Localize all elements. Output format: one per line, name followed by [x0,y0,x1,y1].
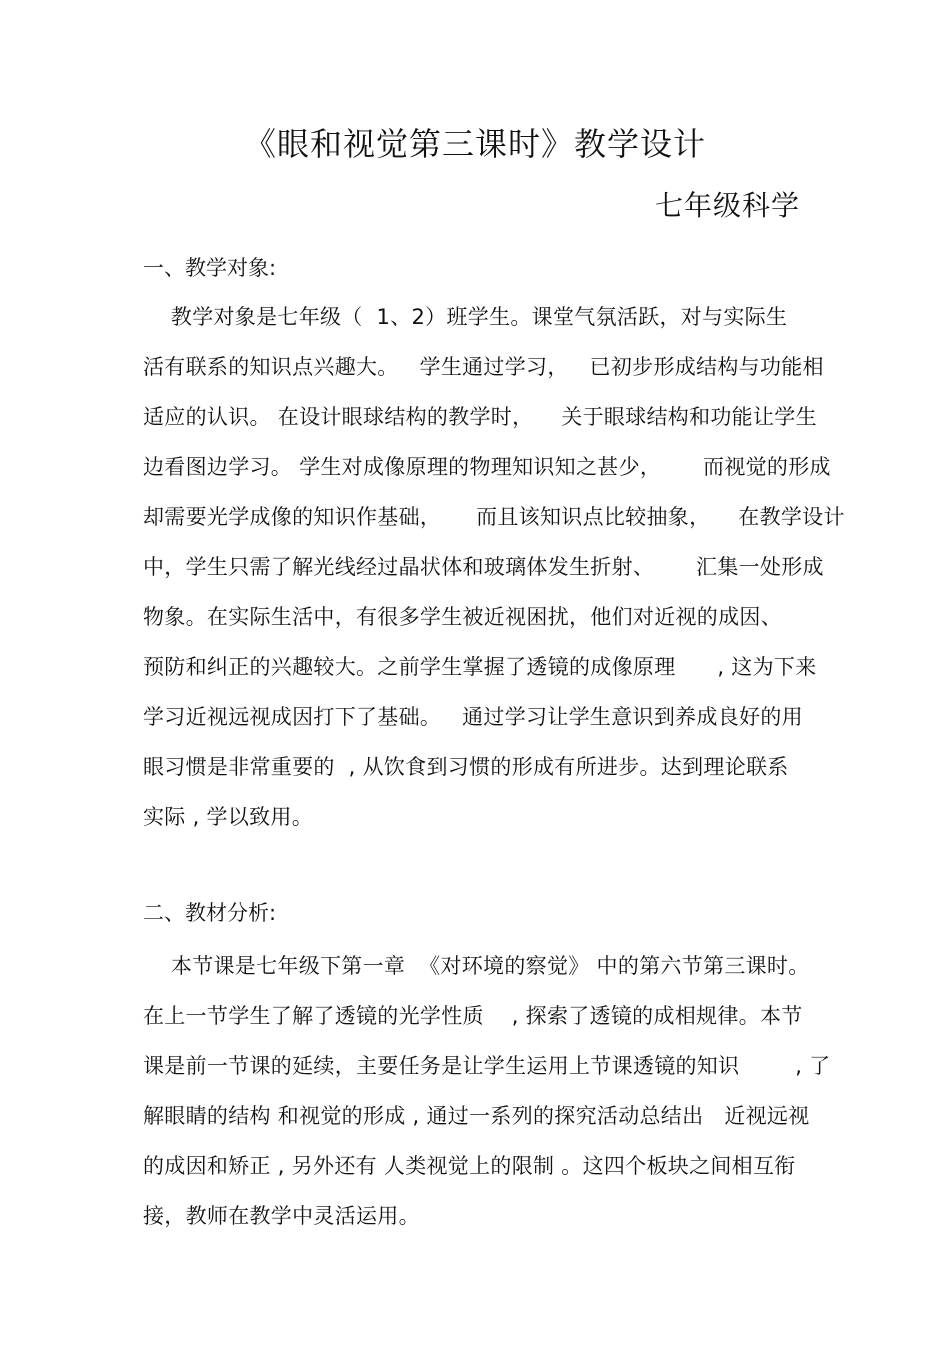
document-subtitle: 七年级科学 [654,189,800,222]
paragraph-line: 学习近视远视成因打下了基础。 通过学习让学生意识到养成良好的用 [143,705,803,729]
paragraph-line: 教学对象是七年级（ 1、2）班学生。课堂气氛活跃，对与实际生 [143,305,788,329]
paragraph-line: 实际 , 学以致用。 [143,805,314,829]
paragraph-line: 边看图边学习。 学生对成像原理的物理知识知之甚少， 而视觉的形成 [143,455,831,479]
paragraph-line: 预防和纠正的兴趣较大。之前学生掌握了透镜的成像原理 , 这为下来 [143,655,817,679]
paragraph-line: 适应的认识。 在设计眼球结构的教学时， 关于眼球结构和功能让学生 [143,405,817,429]
paragraph-line: 的成因和矫正 , 另外还有 人类视觉上的限制 。这四个板块之间相互衔 [143,1154,796,1178]
section-heading-material-analysis: 二、教材分析: [143,901,277,925]
paragraph-line: 本节课是七年级下第一章 《对环境的察觉》 中的第六节第三课时。 [143,954,810,978]
paragraph-line: 在上一节学生了解了透镜的光学性质 , 探索了透镜的成相规律。本节 [143,1004,803,1028]
section-paragraph-teaching-target [143,292,845,842]
section-heading-teaching-target: 一、教学对象: [143,256,277,280]
paragraph-line: 课是前一节课的延续，主要任务是让学生运用上节课透镜的知识 , 了 [143,1054,831,1078]
paragraph-line: 接，教师在教学中灵活运用。 [143,1204,420,1228]
document-title: 《眼和视觉第三课时》教学设计 [243,125,706,163]
section-paragraph-material-analysis [143,941,831,1241]
paragraph-line: 眼习惯是非常重要的 , 从饮食到习惯的形成有所进步。达到理论联系 [143,755,789,779]
paragraph-line: 物象。在实际生活中，有很多学生被近视困扰，他们对近视的成因、 [143,605,782,629]
paragraph-line: 却需要光学成像的知识作基础， 而且该知识点比较抽象， 在教学设计 [143,505,845,529]
paragraph-line: 活有联系的知识点兴趣大。 学生通过学习， 已初步形成结构与功能相 [143,355,824,379]
paragraph-line: 解眼睛的结构 和视觉的形成 , 通过一系列的探究活动总结出 近视远视 [143,1104,810,1128]
paragraph-line: 中，学生只需了解光线经过晶状体和玻璃体发生折射、 汇集一处形成 [143,555,824,579]
